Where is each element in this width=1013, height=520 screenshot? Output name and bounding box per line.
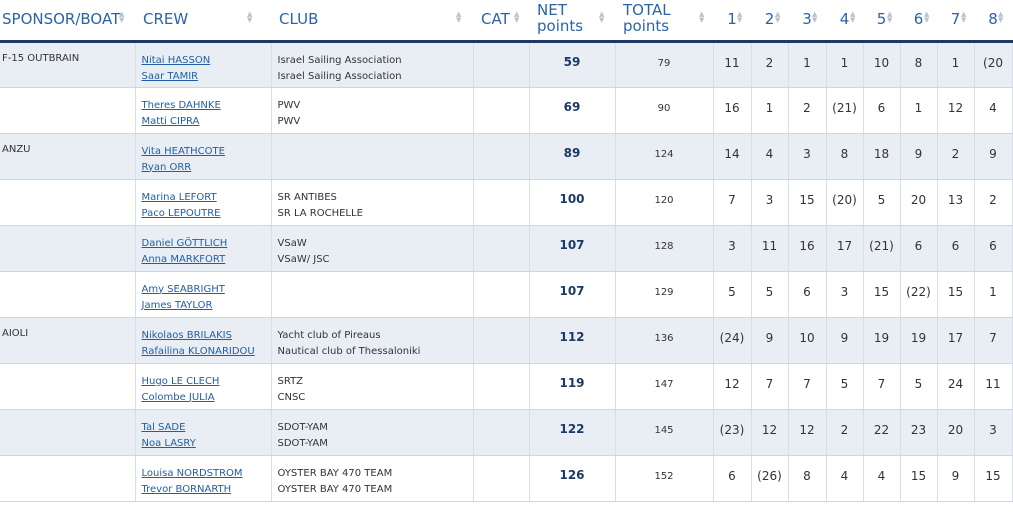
club-name: Nautical club of Thessaloniki xyxy=(277,345,421,357)
race-score-cell: 17 xyxy=(937,317,974,363)
crew-member-link[interactable]: Theres DAHNKE xyxy=(141,99,221,111)
race-score-cell: 6 xyxy=(937,225,974,271)
race-score-cell: 4 xyxy=(826,455,863,501)
net-points-cell: 126 xyxy=(529,455,615,501)
col-crew[interactable]: CREW ▲ ▼ xyxy=(135,0,271,41)
club-name: PWV xyxy=(277,99,301,111)
race-score-cell: 8 xyxy=(788,455,826,501)
cat-cell xyxy=(473,133,529,179)
race-score-cell: 12 xyxy=(713,363,751,409)
club-cell xyxy=(271,363,473,409)
club-cell xyxy=(271,87,473,133)
race-score-cell: 20 xyxy=(900,179,937,225)
sort-icon[interactable]: ▲ ▼ xyxy=(456,10,462,24)
race-score-cell: (20) xyxy=(826,179,863,225)
race-score-cell: 2 xyxy=(974,179,1012,225)
club-name: SDOT-YAM xyxy=(277,421,328,433)
club-name: SDOT-YAM xyxy=(277,437,328,449)
crew-member-link[interactable]: Anna MARKFORT xyxy=(141,253,226,265)
race-score-cell: 6 xyxy=(788,271,826,317)
race-score-cell: 3 xyxy=(826,271,863,317)
club-cell xyxy=(271,41,473,87)
club-cell xyxy=(271,455,473,501)
col-race-2[interactable]: 2 ▲ ▼ xyxy=(751,0,788,41)
race-score-cell: 16 xyxy=(713,87,751,133)
race-score-cell: 3 xyxy=(713,225,751,271)
crew-cell xyxy=(135,133,271,179)
crew-member-link[interactable]: Hugo LE CLECH xyxy=(141,375,220,387)
col-club[interactable]: CLUB ▲ ▼ xyxy=(271,0,473,41)
club-name: VSaW/ JSC xyxy=(277,253,330,265)
crew-member-link[interactable]: Vita HEATHCOTE xyxy=(141,145,225,157)
race-score-cell: (21) xyxy=(863,225,900,271)
race-score-cell: 5 xyxy=(751,271,788,317)
race-score-cell: (21) xyxy=(826,87,863,133)
race-score-cell: 9 xyxy=(937,455,974,501)
header-row xyxy=(0,0,1012,41)
net-points-cell: 69 xyxy=(529,87,615,133)
col-race-1[interactable]: 1 ▲ ▼ xyxy=(713,0,751,41)
cat-cell xyxy=(473,179,529,225)
crew-member-link[interactable]: Saar TAMIR xyxy=(141,70,199,82)
race-score-cell: 7 xyxy=(751,363,788,409)
race-score-cell: 15 xyxy=(788,179,826,225)
race-score-cell: 3 xyxy=(751,179,788,225)
club-name: PWV xyxy=(277,115,301,127)
race-score-cell: (24) xyxy=(713,317,751,363)
race-score-cell: 10 xyxy=(863,41,900,87)
results-body xyxy=(0,41,1012,501)
crew-cell xyxy=(135,87,271,133)
race-score-cell: 15 xyxy=(900,455,937,501)
race-score-cell: 2 xyxy=(751,41,788,87)
sort-icon[interactable]: ▲ ▼ xyxy=(247,10,253,24)
crew-cell xyxy=(135,363,271,409)
club-cell xyxy=(271,179,473,225)
race-score-cell: 16 xyxy=(788,225,826,271)
club-name: Israel Sailing Association xyxy=(277,54,402,66)
race-score-cell: 7 xyxy=(974,317,1012,363)
net-points-cell: 89 xyxy=(529,133,615,179)
club-name: Yacht club of Pireaus xyxy=(277,329,381,341)
crew-cell xyxy=(135,317,271,363)
sort-icon[interactable]: ▲ ▼ xyxy=(998,10,1004,24)
race-score-cell: 2 xyxy=(937,133,974,179)
total-points-cell: 145 xyxy=(615,409,713,455)
total-points-cell: 147 xyxy=(615,363,713,409)
cat-cell xyxy=(473,317,529,363)
sponsor-boat-cell xyxy=(0,455,135,501)
club-cell xyxy=(271,133,473,179)
col-total-points[interactable] xyxy=(615,0,713,41)
net-points-cell: 122 xyxy=(529,409,615,455)
club-cell xyxy=(271,409,473,455)
crew-cell xyxy=(135,225,271,271)
total-points-cell: 128 xyxy=(615,225,713,271)
race-score-cell: 13 xyxy=(937,179,974,225)
sponsor-boat-cell xyxy=(0,225,135,271)
race-score-cell: 24 xyxy=(937,363,974,409)
race-score-cell: 23 xyxy=(900,409,937,455)
sort-icon[interactable]: ▲ ▼ xyxy=(775,10,781,24)
table-row xyxy=(0,271,1012,317)
crew-member-link[interactable]: Nitai HASSON xyxy=(141,54,211,66)
race-score-cell: 15 xyxy=(974,455,1012,501)
total-label: TOTAL points xyxy=(623,1,671,35)
sort-icon[interactable]: ▲ ▼ xyxy=(812,10,818,24)
race-score-cell: 1 xyxy=(751,87,788,133)
race-score-cell: 6 xyxy=(900,225,937,271)
race-score-cell: 17 xyxy=(826,225,863,271)
cat-cell xyxy=(473,87,529,133)
crew-cell xyxy=(135,409,271,455)
table-row xyxy=(0,409,1012,455)
col-race-3[interactable]: 3 ▲ ▼ xyxy=(788,0,826,41)
race-score-cell: 15 xyxy=(863,271,900,317)
race-score-cell: 19 xyxy=(863,317,900,363)
crew-member-link[interactable]: Tal SADE xyxy=(141,421,186,433)
net-points-cell: 119 xyxy=(529,363,615,409)
race-score-cell: 14 xyxy=(713,133,751,179)
crew-member-link[interactable]: Paco LEPOUTRE xyxy=(141,207,221,219)
club-name: OYSTER BAY 470 TEAM xyxy=(277,467,393,479)
crew-member-link[interactable]: Trevor BORNARTH xyxy=(141,483,232,495)
race-score-cell: (23) xyxy=(713,409,751,455)
table-row xyxy=(0,179,1012,225)
total-points-cell: 124 xyxy=(615,133,713,179)
race-score-cell: 1 xyxy=(826,41,863,87)
race-score-cell: 1 xyxy=(937,41,974,87)
crew-cell xyxy=(135,179,271,225)
sponsor-boat-cell xyxy=(0,87,135,133)
race-score-cell: 6 xyxy=(713,455,751,501)
race-score-cell: 7 xyxy=(863,363,900,409)
race-score-cell: 4 xyxy=(863,455,900,501)
race-score-cell: 6 xyxy=(863,87,900,133)
race-score-cell: (20 xyxy=(974,41,1012,87)
sort-icon[interactable]: ▲ ▼ xyxy=(850,10,856,24)
club-name: SRTZ xyxy=(277,375,304,387)
crew-member-link[interactable]: Rafailina KLONARIDOU xyxy=(141,345,255,357)
race-score-cell: 9 xyxy=(900,133,937,179)
race-score-cell: 3 xyxy=(788,133,826,179)
sponsor-boat-cell xyxy=(0,271,135,317)
crew-member-link[interactable]: Colombe JULIA xyxy=(141,391,215,403)
sponsor-boat-cell: ANZU xyxy=(0,133,135,179)
crew-member-link[interactable]: Ryan ORR xyxy=(141,161,192,173)
club-cell xyxy=(271,317,473,363)
crew-member-link[interactable]: Marina LEFORT xyxy=(141,191,217,203)
sort-icon[interactable]: ▲ ▼ xyxy=(514,10,520,24)
sort-icon[interactable]: ▲ ▼ xyxy=(737,10,743,24)
total-points-cell: 136 xyxy=(615,317,713,363)
table-row xyxy=(0,363,1012,409)
race-score-cell: 18 xyxy=(863,133,900,179)
crew-member-link[interactable]: Louisa NORDSTROM xyxy=(141,467,243,479)
crew-cell xyxy=(135,271,271,317)
table-row xyxy=(0,87,1012,133)
race-score-cell: (22) xyxy=(900,271,937,317)
race-score-cell: 1 xyxy=(974,271,1012,317)
total-points-cell: 129 xyxy=(615,271,713,317)
net-points-cell: 107 xyxy=(529,225,615,271)
club-name: SR LA ROCHELLE xyxy=(277,207,363,219)
sort-icon[interactable]: ▲ ▼ xyxy=(924,10,930,24)
col-race-4[interactable]: 4 ▲ ▼ xyxy=(826,0,863,41)
club-cell xyxy=(271,225,473,271)
table-row xyxy=(0,133,1012,179)
race-score-cell: 8 xyxy=(900,41,937,87)
race-score-cell: 5 xyxy=(826,363,863,409)
net-points-cell: 107 xyxy=(529,271,615,317)
crew-cell xyxy=(135,41,271,87)
table-row xyxy=(0,225,1012,271)
col-race-6[interactable]: 6 ▲ ▼ xyxy=(900,0,937,41)
col-cat[interactable]: CAT ▲ ▼ xyxy=(473,0,529,41)
race-score-cell: 4 xyxy=(974,87,1012,133)
cat-cell xyxy=(473,225,529,271)
sort-icon[interactable]: ▲ ▼ xyxy=(887,10,893,24)
race-score-cell: 5 xyxy=(863,179,900,225)
sponsor-boat-cell xyxy=(0,409,135,455)
race-score-cell: 2 xyxy=(788,87,826,133)
club-name: SR ANTIBES xyxy=(277,191,337,203)
col-race-7[interactable]: 7 ▲ ▼ xyxy=(937,0,974,41)
cat-cell xyxy=(473,409,529,455)
crew-member-link[interactable]: Nikolaos BRILAKIS xyxy=(141,329,232,341)
crew-member-link[interactable]: Daniel GÖTTLICH xyxy=(141,237,228,249)
race-score-cell: 11 xyxy=(713,41,751,87)
col-race-5[interactable]: 5 ▲ ▼ xyxy=(863,0,900,41)
sort-icon[interactable]: ▲ ▼ xyxy=(961,10,967,24)
race-score-cell: 11 xyxy=(974,363,1012,409)
race-score-cell: 5 xyxy=(900,363,937,409)
net-label: NET points xyxy=(537,1,584,35)
total-points-cell: 90 xyxy=(615,87,713,133)
cat-cell xyxy=(473,41,529,87)
crew-member-link[interactable]: James TAYLOR xyxy=(141,299,213,311)
cat-cell xyxy=(473,455,529,501)
race-score-cell: 12 xyxy=(937,87,974,133)
sponsor-boat-cell xyxy=(0,179,135,225)
race-score-cell: 22 xyxy=(863,409,900,455)
race-score-cell: 2 xyxy=(826,409,863,455)
club-name: Israel Sailing Association xyxy=(277,70,402,82)
sort-icon[interactable]: ▲ ▼ xyxy=(119,10,125,24)
race-score-cell: 9 xyxy=(974,133,1012,179)
total-points-cell: 120 xyxy=(615,179,713,225)
table-row xyxy=(0,41,1012,87)
race-score-cell: 20 xyxy=(937,409,974,455)
crew-member-link[interactable]: Amy SEABRIGHT xyxy=(141,283,225,295)
total-points-cell: 152 xyxy=(615,455,713,501)
col-race-8[interactable]: 8 ▲ ▼ xyxy=(974,0,1012,41)
crew-member-link[interactable]: Noa LASRY xyxy=(141,437,196,449)
col-net-points[interactable] xyxy=(529,0,615,41)
race-score-cell: 1 xyxy=(788,41,826,87)
sponsor-boat-cell: F-15 OUTBRAIN xyxy=(0,41,135,87)
net-points-cell: 59 xyxy=(529,41,615,87)
sort-icon[interactable]: ▲ ▼ xyxy=(599,10,605,24)
crew-cell xyxy=(135,455,271,501)
sort-icon[interactable]: ▲ ▼ xyxy=(699,10,705,24)
race-score-cell: 3 xyxy=(974,409,1012,455)
total-points-cell: 79 xyxy=(615,41,713,87)
cat-cell xyxy=(473,271,529,317)
col-sponsor-boat[interactable]: SPONSOR/BOAT ▲ ▼ xyxy=(0,0,135,41)
race-score-cell: 11 xyxy=(751,225,788,271)
race-score-cell: 12 xyxy=(751,409,788,455)
race-score-cell: 19 xyxy=(900,317,937,363)
club-name: CNSC xyxy=(277,391,306,403)
table-row xyxy=(0,455,1012,501)
race-score-cell: 9 xyxy=(751,317,788,363)
club-name: VSaW xyxy=(277,237,307,249)
table-row xyxy=(0,317,1012,363)
race-score-cell: 5 xyxy=(713,271,751,317)
race-score-cell: 7 xyxy=(713,179,751,225)
race-score-cell: 7 xyxy=(788,363,826,409)
net-points-cell: 112 xyxy=(529,317,615,363)
net-points-cell: 100 xyxy=(529,179,615,225)
race-score-cell: (26) xyxy=(751,455,788,501)
race-score-cell: 4 xyxy=(751,133,788,179)
race-score-cell: 6 xyxy=(974,225,1012,271)
race-score-cell: 12 xyxy=(788,409,826,455)
race-score-cell: 9 xyxy=(826,317,863,363)
sponsor-boat-cell: AIOLI xyxy=(0,317,135,363)
club-cell xyxy=(271,271,473,317)
race-score-cell: 10 xyxy=(788,317,826,363)
sponsor-boat-cell xyxy=(0,363,135,409)
club-name: OYSTER BAY 470 TEAM xyxy=(277,483,393,495)
race-score-cell: 1 xyxy=(900,87,937,133)
race-score-cell: 8 xyxy=(826,133,863,179)
race-score-cell: 15 xyxy=(937,271,974,317)
cat-cell xyxy=(473,363,529,409)
crew-member-link[interactable]: Matti CIPRA xyxy=(141,115,200,127)
